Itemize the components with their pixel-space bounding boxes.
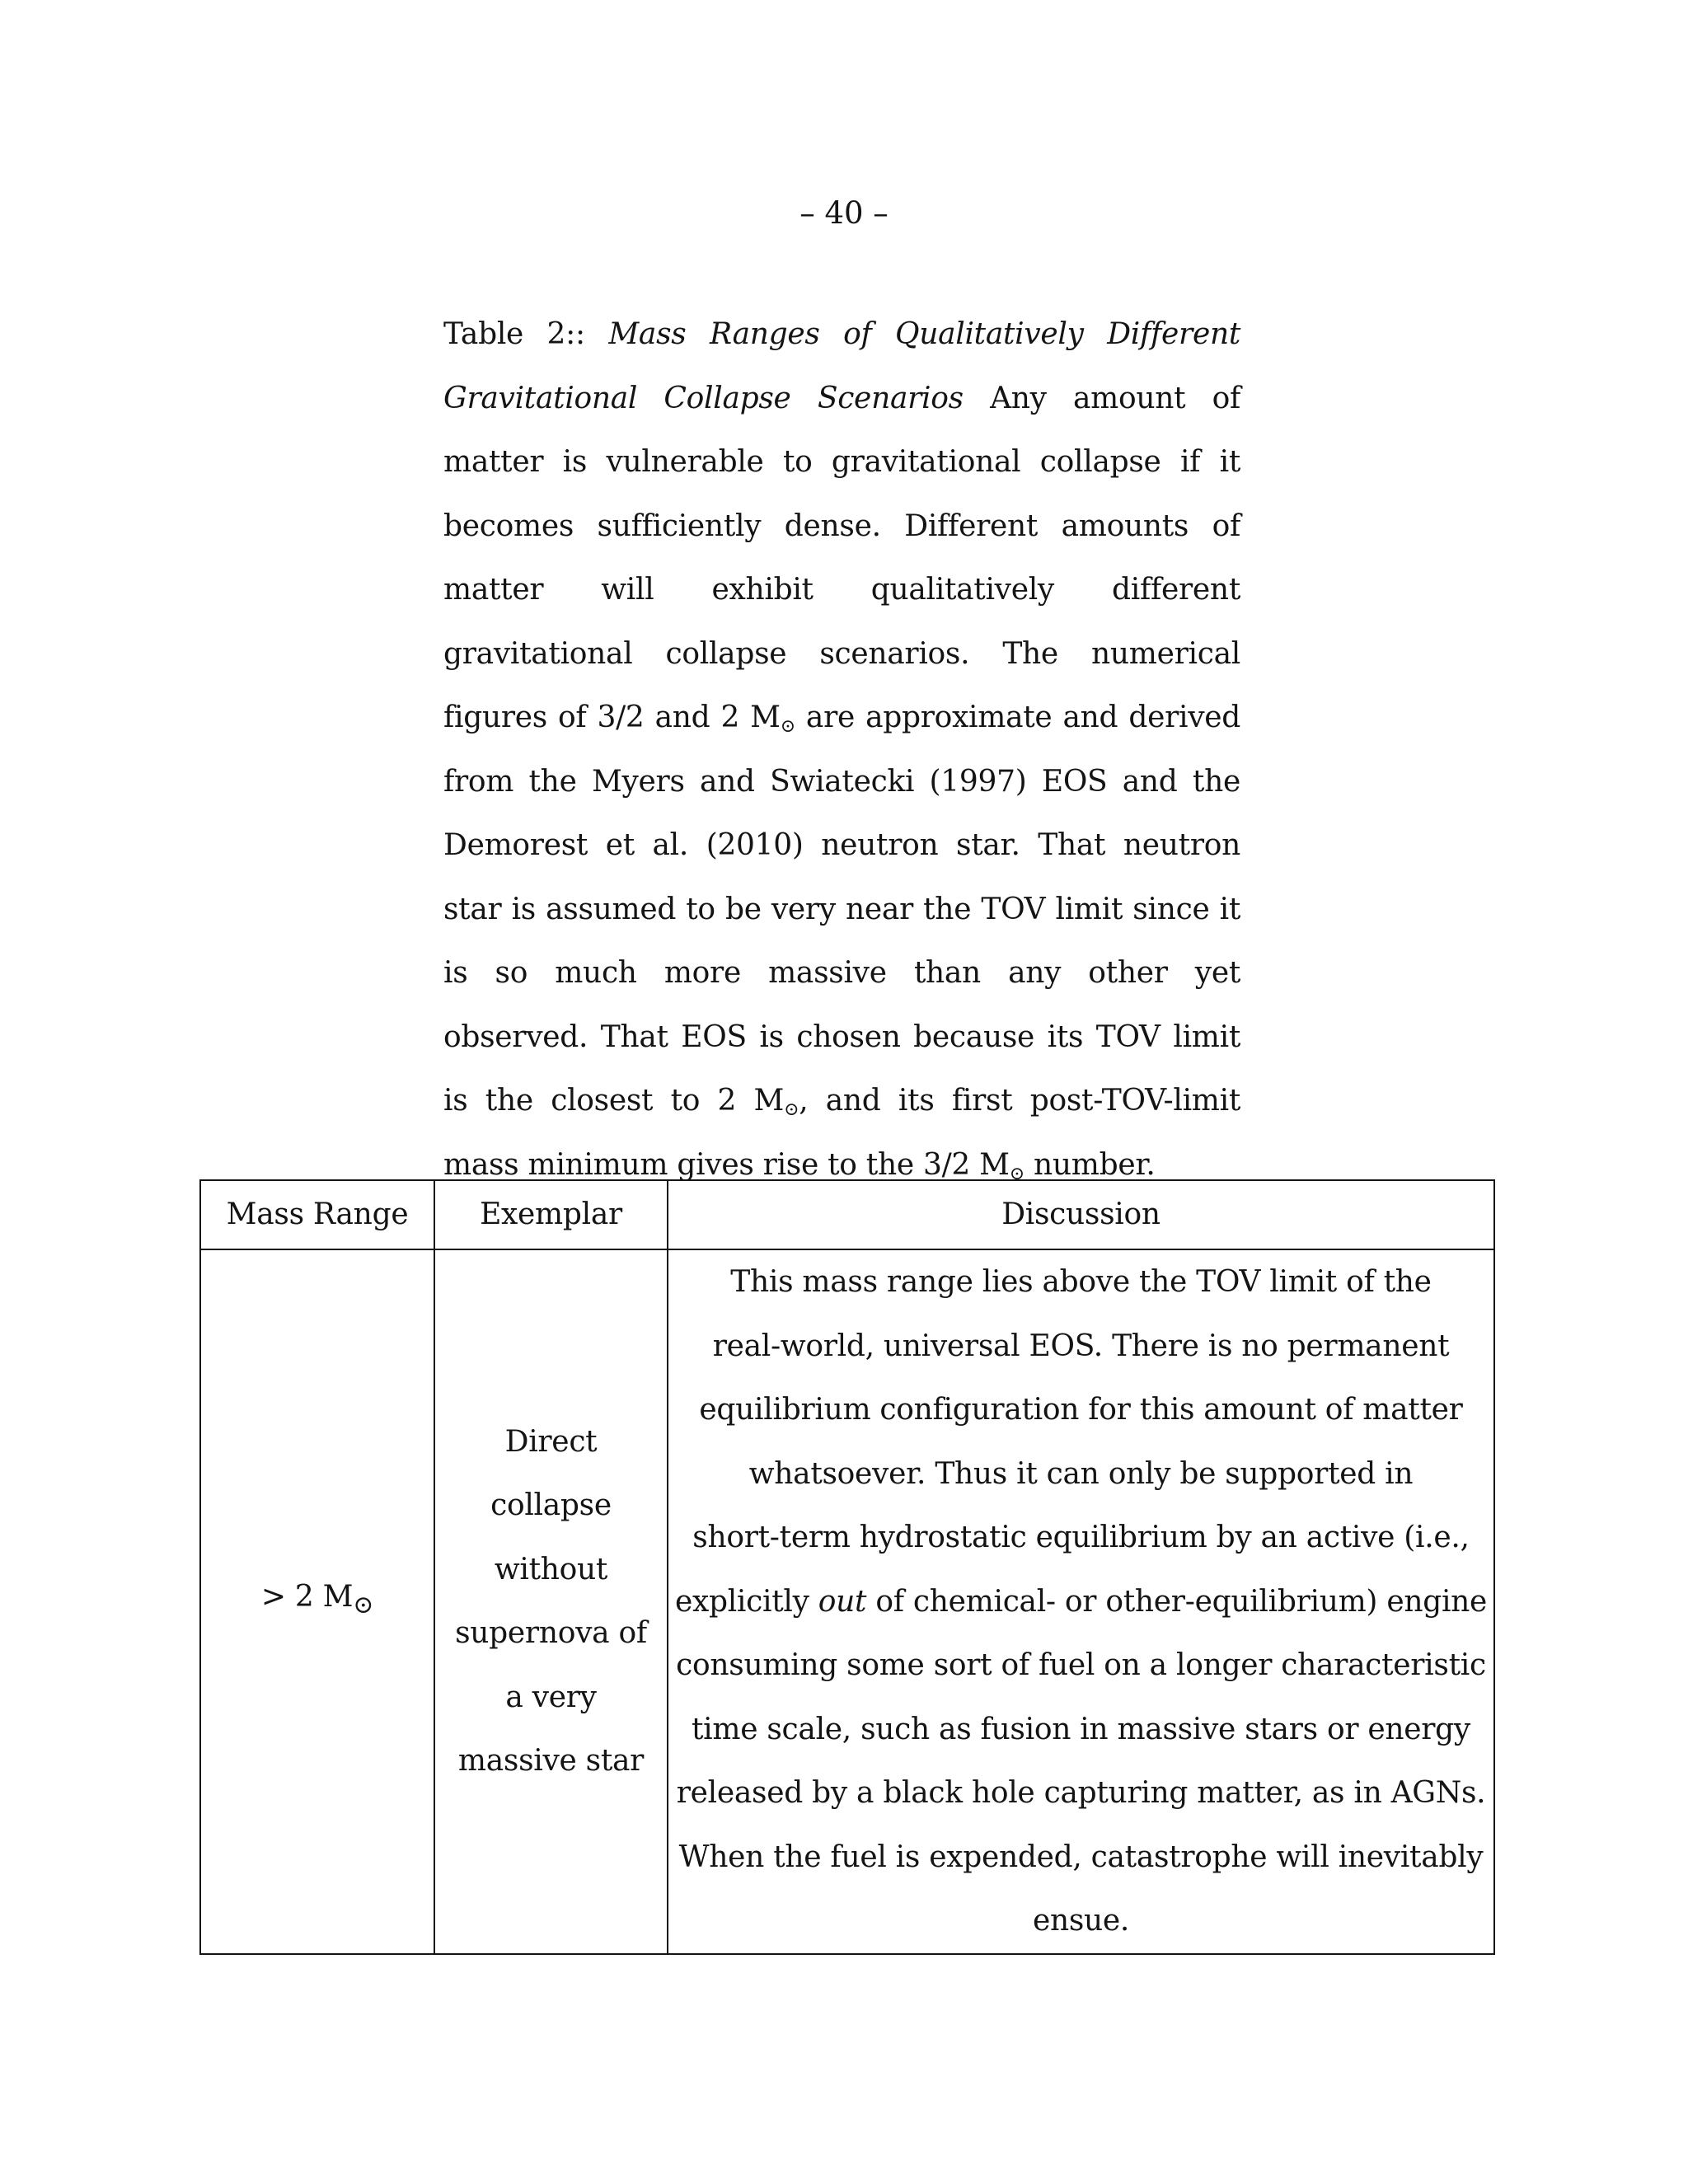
table-header-row [200, 1180, 1494, 1249]
page-number: – 40 – [799, 195, 889, 231]
cell-discussion [668, 1249, 1494, 1954]
exemplar-line: a very [505, 1680, 597, 1714]
exemplar-line: Direct [504, 1424, 598, 1459]
table-row [200, 1249, 1494, 1954]
header-discussion: Discussion [668, 1180, 1494, 1249]
discussion-line: real-world, universal EOS. There is no permanent [712, 1329, 1450, 1363]
discussion-line [668, 1570, 1493, 1634]
discussion-line: ensue. [1032, 1904, 1130, 1938]
exemplar-line: without [494, 1552, 608, 1586]
cell-exemplar [434, 1249, 668, 1954]
caption-text-part4: number. [1024, 1147, 1156, 1182]
exemplar-line: collapse [490, 1488, 612, 1523]
solar-mass-symbol: ⊙ [780, 716, 795, 737]
solar-mass-symbol: ⊙ [784, 1099, 799, 1120]
solar-mass-symbol: ⊙ [1009, 1163, 1025, 1184]
exemplar-line: massive star [457, 1744, 645, 1779]
discussion-emphasis: out [818, 1584, 867, 1619]
discussion-line: whatsoever. Thus it can only be supported in [748, 1456, 1414, 1491]
header-exemplar: Exemplar [434, 1180, 668, 1249]
caption-text-part2: are approximate and derived from the Myers and Swiatecki (1997) EOS and the Demorest et al. (2010) neutron star. That neutron star is assumed to be very near the TOV limit since it is so much more massive than any other yet observed. That EOS is chosen because its TOV limit is the closest to 2 M [443, 701, 1240, 1118]
header-mass-range: Mass Range [200, 1180, 434, 1249]
solar-mass-symbol: ⊙ [353, 1591, 374, 1620]
caption-title: Mass Ranges of Qualitatively Different Gravitational Collapse Scenarios [443, 317, 1240, 415]
cell-mass-range [200, 1249, 434, 1954]
discussion-line: released by a black hole capturing matter, as in AGNs. [676, 1776, 1486, 1810]
discussion-line: time scale, such as fusion in massive stars or energy [692, 1712, 1470, 1746]
table-caption [443, 302, 1240, 1197]
discussion-text: of chemical- or other-equilibrium) engine [866, 1584, 1488, 1619]
discussion-text: explicitly [674, 1584, 818, 1619]
caption-label: Table 2:: [443, 317, 585, 351]
mass-range-value: > 2 M [260, 1580, 354, 1615]
mass-ranges-table [199, 1179, 1495, 1955]
discussion-line: This mass range lies above the TOV limit of the [730, 1265, 1432, 1299]
discussion-line: equilibrium configuration for this amount of matter [699, 1393, 1463, 1427]
caption-text-part1: Any amount of matter is vulnerable to gravitational collapse if it becomes sufficiently dense. Different amounts of matter will exhibit qualitatively different gravitational collapse scenarios. The numerical figures of 3/2 and 2 M [443, 381, 1240, 734]
discussion-line: consuming some sort of fuel on a longer characteristic [676, 1648, 1486, 1682]
caption-text-part3: , and its first post-TOV-limit mass minimum gives rise to the 3/2 M [443, 1084, 1240, 1182]
exemplar-line: supernova of [455, 1616, 647, 1651]
discussion-line: short-term hydrostatic equilibrium by an active (i.e., [692, 1521, 1470, 1554]
discussion-line: When the fuel is expended, catastrophe will inevitably [678, 1840, 1484, 1874]
